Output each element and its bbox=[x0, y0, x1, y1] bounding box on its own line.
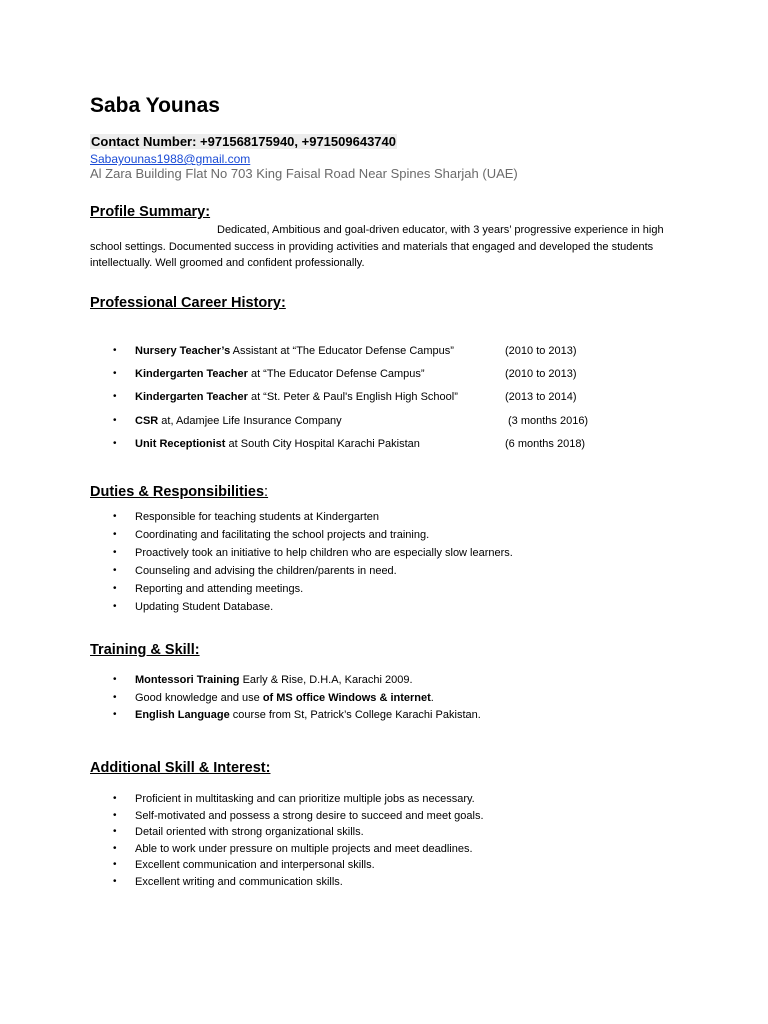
training-title: of MS office Windows & internet bbox=[262, 692, 431, 704]
candidate-name: Saba Younas bbox=[90, 94, 220, 117]
bullet: • bbox=[113, 843, 117, 854]
career-role: CSR bbox=[135, 415, 159, 427]
skill-text: Excellent communication and interpersonal skills. bbox=[135, 859, 375, 871]
bullet: • bbox=[113, 709, 117, 720]
bullet: • bbox=[113, 583, 117, 594]
career-years: (2010 to 2013) bbox=[505, 345, 577, 357]
career-years: (2013 to 2014) bbox=[505, 391, 577, 403]
career-role: Nursery Teacher’s bbox=[135, 345, 231, 357]
career-detail: at South City Hospital Karachi Pakistan bbox=[225, 438, 420, 450]
bullet: • bbox=[113, 415, 117, 426]
bullet: • bbox=[113, 793, 117, 804]
bullet: • bbox=[113, 529, 117, 540]
duties-heading bbox=[90, 484, 268, 500]
duty-text: Responsible for teaching students at Kindergarten bbox=[135, 511, 379, 523]
bullet: • bbox=[113, 601, 117, 612]
training-title: English Language bbox=[135, 709, 230, 721]
skill-text: Detail oriented with strong organizational skills. bbox=[135, 826, 364, 838]
career-years: (2010 to 2013) bbox=[505, 368, 577, 380]
duties-heading-colon: : bbox=[264, 484, 269, 500]
training-detail: course from St, Patrick’s College Karachi Pakistan. bbox=[229, 709, 481, 721]
career-detail: Assistant at “The Educator Defense Campus” bbox=[230, 345, 454, 357]
profile-summary-body: Dedicated, Ambitious and goal-driven educator, with 3 years’ progressive experience in high school settings. Documented success in providing activities and materials that engaged and developed the students intellectually. Well groomed and confident professionally. bbox=[90, 224, 664, 269]
duty-text: Counseling and advising the children/parents in need. bbox=[135, 565, 397, 577]
email-link[interactable]: Sabayounas1988@gmail.com bbox=[90, 152, 251, 166]
duty-text: Proactively took an initiative to help children who are especially slow learners. bbox=[135, 547, 513, 559]
career-role: Kindergarten Teacher bbox=[135, 391, 248, 403]
profile-summary-text bbox=[90, 222, 672, 272]
bullet: • bbox=[113, 565, 117, 576]
training-heading: Training & Skill: bbox=[90, 642, 200, 658]
bullet: • bbox=[113, 859, 117, 870]
training-title: Montessori Training bbox=[135, 674, 240, 686]
training-detail: Good knowledge and use bbox=[135, 692, 263, 704]
bullet: • bbox=[113, 345, 117, 356]
duty-text: Reporting and attending meetings. bbox=[135, 583, 304, 595]
duty-text: Coordinating and facilitating the school projects and training. bbox=[135, 529, 430, 541]
bullet: • bbox=[113, 438, 117, 449]
bullet: • bbox=[113, 547, 117, 558]
bullet: • bbox=[113, 511, 117, 522]
career-detail: at “The Educator Defense Campus” bbox=[247, 368, 425, 380]
skill-text: Self-motivated and possess a strong desire to succeed and meet goals. bbox=[135, 810, 484, 822]
career-detail: at, Adamjee Life Insurance Company bbox=[158, 415, 342, 427]
contact-numbers: Contact Number: +971568175940, +971509643740 bbox=[91, 134, 396, 149]
bullet: • bbox=[113, 391, 117, 402]
career-history-heading: Professional Career History: bbox=[90, 295, 286, 311]
bullet: • bbox=[113, 826, 117, 837]
skill-text: Excellent writing and communication skills. bbox=[135, 876, 343, 888]
skill-text: Able to work under pressure on multiple projects and meet deadlines. bbox=[135, 843, 473, 855]
profile-summary-heading: Profile Summary: bbox=[90, 204, 211, 220]
training-detail: Early & Rise, D.H.A, Karachi 2009. bbox=[239, 674, 413, 686]
bullet: • bbox=[113, 810, 117, 821]
career-role: Unit Receptionist bbox=[135, 438, 226, 450]
duties-heading-text: Duties & Responsibilities bbox=[90, 484, 265, 500]
bullet: • bbox=[113, 692, 117, 703]
career-years: (6 months 2018) bbox=[505, 438, 586, 450]
skill-text: Proficient in multitasking and can prioritize multiple jobs as necessary. bbox=[135, 793, 475, 805]
training-detail: . bbox=[430, 692, 434, 704]
career-detail: at “St. Peter & Paul's English High School” bbox=[247, 391, 458, 403]
bullet: • bbox=[113, 368, 117, 379]
bullet: • bbox=[113, 674, 117, 685]
career-role: Kindergarten Teacher bbox=[135, 368, 248, 380]
address: Al Zara Building Flat No 703 King Faisal Road Near Spines Sharjah (UAE) bbox=[90, 166, 518, 181]
duty-text: Updating Student Database. bbox=[135, 601, 274, 613]
additional-skills-heading: Additional Skill & Interest: bbox=[90, 760, 271, 776]
bullet: • bbox=[113, 876, 117, 887]
career-years: (3 months 2016) bbox=[508, 415, 589, 427]
